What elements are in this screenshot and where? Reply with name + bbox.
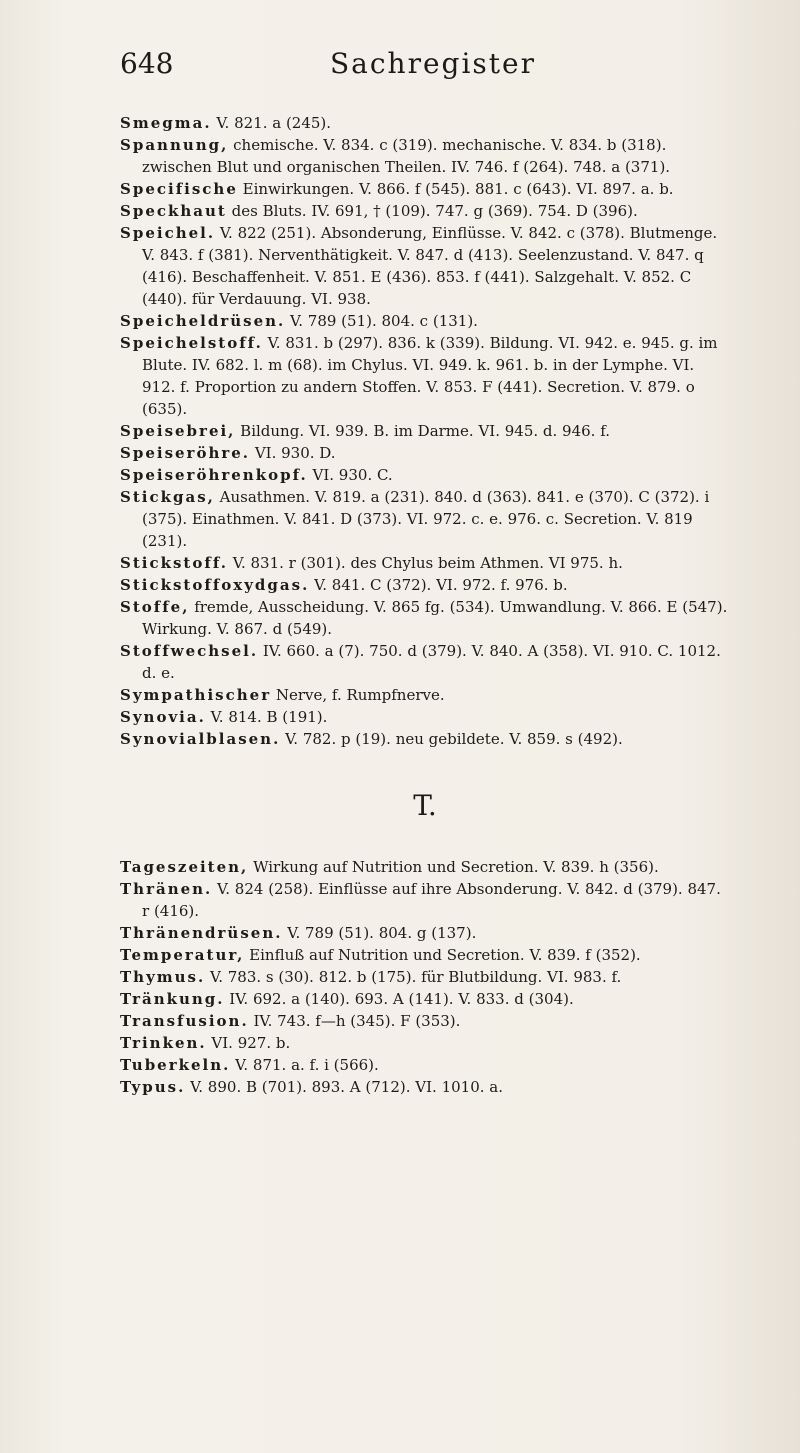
index-term: Temperatur, xyxy=(120,946,245,964)
index-term: Speiseröhrenkopf. xyxy=(120,466,308,484)
page-title: Sachregister xyxy=(330,47,536,80)
index-term: Synovia. xyxy=(120,708,206,726)
index-term: Tuberkeln. xyxy=(120,1056,231,1074)
index-term: Sympathischer xyxy=(120,686,272,704)
index-entry xyxy=(120,442,730,464)
index-term: Specifische xyxy=(120,180,238,198)
index-term: Tränkung. xyxy=(120,990,225,1008)
index-entry xyxy=(120,420,730,442)
index-entry xyxy=(120,200,730,222)
running-head xyxy=(120,44,720,84)
index-references: IV. 743. f—h (345). F (353). xyxy=(248,1012,461,1030)
index-entry xyxy=(120,134,730,178)
index-entry xyxy=(120,222,730,310)
index-entry xyxy=(120,922,730,944)
index-term: Stickstoff. xyxy=(120,554,228,572)
index-entry xyxy=(120,684,730,706)
index-entry xyxy=(120,552,730,574)
index-term: Thränen. xyxy=(120,880,213,898)
index-references: Ausathmen. V. 819. a (231). 840. d (363). 841. e (370). C (372). i (375). Einathmen. V. 841. D (373). VI. 972. c. e. 976. c. Secretion. V. 819 (231). xyxy=(142,488,710,550)
index-entry xyxy=(120,178,730,200)
index-term: Speiseröhre. xyxy=(120,444,251,462)
index-references: VI. 930. D. xyxy=(250,444,336,462)
index-references: V. 890. B (701). 893. A (712). VI. 1010. a. xyxy=(185,1078,503,1096)
index-references: Einfluß auf Nutrition und Secretion. V. 839. f (352). xyxy=(244,946,641,964)
index-entries xyxy=(120,112,730,1098)
index-references: V. 821. a (245). xyxy=(211,114,332,132)
index-references: V. 783. s (30). 812. b (175). für Blutbildung. VI. 983. f. xyxy=(205,968,622,986)
index-entry xyxy=(120,1076,730,1098)
index-entry xyxy=(120,988,730,1010)
index-references: V. 789 (51). 804. g (137). xyxy=(282,924,477,942)
index-entry xyxy=(120,856,730,878)
index-term: Speckhaut xyxy=(120,202,227,220)
index-references: IV. 660. a (7). 750. d (379). V. 840. A (358). VI. 910. C. 1012. d. e. xyxy=(142,642,721,682)
index-term: Stoffwechsel. xyxy=(120,642,259,660)
index-entry xyxy=(120,1010,730,1032)
index-entry xyxy=(120,112,730,134)
index-entry xyxy=(120,596,730,640)
section-letter: T. xyxy=(413,789,437,822)
index-entry xyxy=(120,706,730,728)
index-references: V. 871. a. f. i (566). xyxy=(230,1056,379,1074)
index-references: fremde, Ausscheidung. V. 865 fg. (534). Umwandlung. V. 866. E (547). Wirkung. V. 867. d (549). xyxy=(142,598,728,638)
index-references: Nerve, f. Rumpfnerve. xyxy=(271,686,445,704)
index-entry xyxy=(120,640,730,684)
index-term: Smegma. xyxy=(120,114,212,132)
index-entry xyxy=(120,310,730,332)
index-term: Speicheldrüsen. xyxy=(120,312,286,330)
index-references: V. 831. r (301). des Chylus beim Athmen. VI 975. h. xyxy=(227,554,623,572)
index-references: des Bluts. IV. 691, † (109). 747. g (369). 754. D (396). xyxy=(226,202,638,220)
index-entry xyxy=(120,464,730,486)
index-entry xyxy=(120,574,730,596)
index-term: Speichel. xyxy=(120,224,216,242)
index-references: V. 782. p (19). neu gebildete. V. 859. s (492). xyxy=(280,730,623,748)
index-entry xyxy=(120,1032,730,1054)
page-number: 648 xyxy=(120,47,174,80)
index-entry xyxy=(120,728,730,750)
index-entry xyxy=(120,878,730,922)
index-term: Typus. xyxy=(120,1078,186,1096)
index-references: V. 831. b (297). 836. k (339). Bildung. VI. 942. e. 945. g. im Blute. IV. 682. l. m (68). im Chylus. VI. 949. k. 961. b. in der Lymphe. VI. 912. f. Proportion zu andern Stoffen. V. 853. F (441). Secretion. V. 879. o (635). xyxy=(142,334,718,418)
index-references: Einwirkungen. V. 866. f (545). 881. c (643). VI. 897. a. b. xyxy=(237,180,674,198)
index-term: Thymus. xyxy=(120,968,206,986)
index-entry xyxy=(120,1054,730,1076)
index-references: VI. 927. b. xyxy=(206,1034,291,1052)
index-term: Transfusion. xyxy=(120,1012,249,1030)
index-entry xyxy=(120,332,730,420)
index-section-t xyxy=(120,856,730,1098)
index-term: Stoffe, xyxy=(120,598,190,616)
index-references: Bildung. VI. 939. B. im Darme. VI. 945. d. 946. f. xyxy=(235,422,610,440)
index-term: Tageszeiten, xyxy=(120,858,249,876)
index-references: chemische. V. 834. c (319). mechanische. V. 834. b (318). zwischen Blut und organischen Theilen. IV. 746. f (264). 748. a (371). xyxy=(142,136,671,176)
index-term: Speichelstoff. xyxy=(120,334,263,352)
index-term: Speisebrei, xyxy=(120,422,236,440)
index-section-s xyxy=(120,112,730,750)
index-references: V. 814. B (191). xyxy=(205,708,328,726)
index-references: Wirkung auf Nutrition und Secretion. V. 839. h (356). xyxy=(248,858,659,876)
index-references: VI. 930. C. xyxy=(307,466,393,484)
index-references: V. 822 (251). Absonderung, Einflüsse. V. 842. c (378). Blutmenge. V. 843. f (381). Nerventhätigkeit. V. 847. d (413). Seelenzustand. V. 847. q (416). Beschaffenheit. V. 851. E (436). 853. f (441). Salzgehalt. V. 852. C (440). für Verdauung. VI. 938. xyxy=(142,224,718,308)
index-term: Spannung, xyxy=(120,136,229,154)
index-term: Trinken. xyxy=(120,1034,207,1052)
index-entry xyxy=(120,486,730,552)
index-references: V. 824 (258). Einflüsse auf ihre Absonderung. V. 842. d (379). 847. r (416). xyxy=(142,880,721,920)
index-term: Stickgas, xyxy=(120,488,215,506)
index-references: V. 789 (51). 804. c (131). xyxy=(285,312,478,330)
index-term: Synovialblasen. xyxy=(120,730,281,748)
index-references: IV. 692. a (140). 693. A (141). V. 833. d (304). xyxy=(224,990,574,1008)
index-term: Thränendrüsen. xyxy=(120,924,283,942)
index-references: V. 841. C (372). VI. 972. f. 976. b. xyxy=(309,576,568,594)
index-term: Stickstoffoxydgas. xyxy=(120,576,310,594)
index-entry xyxy=(120,944,730,966)
index-entry xyxy=(120,966,730,988)
